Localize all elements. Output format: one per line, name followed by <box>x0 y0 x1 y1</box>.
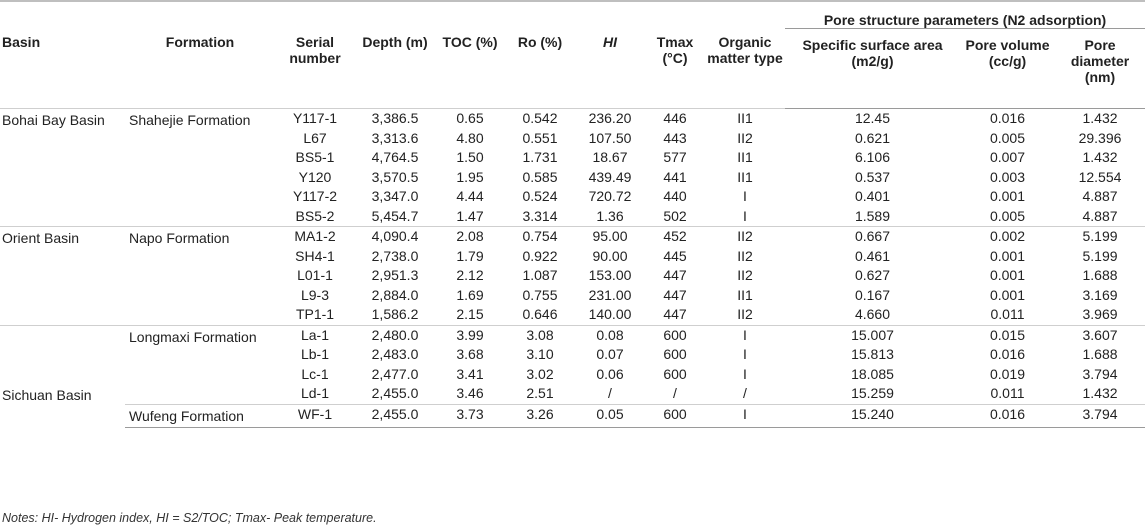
serial-number-cell: WF-1 <box>275 404 355 427</box>
depth-cell: 3,570.5 <box>371 168 419 185</box>
depth-cell: 4,764.5 <box>371 149 419 165</box>
organic-matter-type-cell <box>705 109 785 129</box>
organic-matter-type-cell: I <box>743 365 747 382</box>
depth-cell: 4,090.4 <box>355 227 435 247</box>
pore-volume-cell: 0.003 <box>989 168 1026 185</box>
depth-cell: 2,455.0 <box>371 385 419 401</box>
organic-matter-type-cell: I <box>743 207 747 224</box>
serial-number-cell: BS5-2 <box>295 207 335 224</box>
hi-cell: 18.67 <box>592 149 628 165</box>
organic-matter-type-text: II1 <box>737 286 753 303</box>
pore-diameter-cell: 1.688 <box>1082 346 1118 362</box>
specific-surface-area-cell: 1.589 <box>854 207 891 224</box>
tmax-cell: 600 <box>645 325 705 345</box>
header-pore-group: Pore structure parameters (N2 adsorption) <box>785 1 1145 29</box>
pore-volume-cell: 0.015 <box>960 325 1055 345</box>
hi-cell: 0.05 <box>575 404 645 427</box>
table-notes: Notes: HI- Hydrogen index, HI = S2/TOC; Tmax- Peak temperature. <box>2 511 377 525</box>
toc-cell: 1.50 <box>456 149 484 165</box>
tmax-cell: 600 <box>645 404 705 427</box>
pore-volume-cell: 0.005 <box>989 129 1026 146</box>
toc-cell: 4.44 <box>456 188 484 204</box>
pore-volume-cell: 0.001 <box>989 286 1026 303</box>
specific-surface-area-cell: 0.667 <box>785 227 960 247</box>
ro-cell: 3.10 <box>526 346 554 362</box>
hi-cell: 439.49 <box>588 168 632 185</box>
tmax-cell: 446 <box>645 109 705 129</box>
pore-diameter-cell: 4.887 <box>1082 188 1118 204</box>
pore-volume-cell: 0.002 <box>960 227 1055 247</box>
serial-number-cell: Lb-1 <box>300 346 330 362</box>
specific-surface-area-cell: 15.240 <box>785 404 960 427</box>
organic-matter-type-text: II2 <box>737 267 753 283</box>
toc-cell: 1.47 <box>456 207 484 224</box>
header-hi: HI <box>603 34 617 50</box>
toc-cell: 3.41 <box>456 365 484 382</box>
specific-surface-area-cell: 18.085 <box>851 365 894 382</box>
hi-cell: 95.00 <box>575 227 645 247</box>
ro-cell: 0.922 <box>522 247 558 264</box>
pore-volume-cell: 0.001 <box>989 267 1026 283</box>
pore-diameter-cell: 12.554 <box>1078 168 1122 185</box>
organic-matter-type-cell <box>705 168 785 188</box>
ro-cell: 3.02 <box>526 365 554 382</box>
pore-volume-cell: 0.019 <box>989 365 1026 382</box>
depth-cell: 3,313.6 <box>371 129 419 146</box>
hi-cell: 107.50 <box>588 129 632 146</box>
tmax-cell: 443 <box>663 129 687 146</box>
depth-cell: 2,455.0 <box>355 404 435 427</box>
toc-cell: 2.08 <box>435 227 505 247</box>
hi-cell: 1.36 <box>596 207 624 224</box>
tmax-cell: 447 <box>663 306 687 322</box>
tmax-cell: 502 <box>663 207 687 224</box>
basin-cell: Sichuan Basin <box>0 325 125 427</box>
ro-cell: 0.754 <box>505 227 575 247</box>
ro-cell: 3.26 <box>505 404 575 427</box>
toc-cell: 3.73 <box>435 404 505 427</box>
header-toc: TOC (%) <box>442 34 498 50</box>
ro-cell: 3.314 <box>522 207 558 224</box>
hi-cell: 0.06 <box>596 365 624 382</box>
tmax-cell: 600 <box>663 346 687 362</box>
header-pore-volume: Pore volume (cc/g) <box>960 29 1055 109</box>
pore-diameter-cell: 1.688 <box>1082 267 1118 283</box>
basin-cell: Orient Basin <box>0 227 125 326</box>
formation-cell: Wufeng Formation <box>125 404 275 427</box>
serial-number-cell: BS5-1 <box>295 149 335 165</box>
pore-volume-cell: 0.011 <box>990 385 1025 401</box>
ro-cell: 3.08 <box>505 325 575 345</box>
formation-cell: Shahejie Formation <box>125 109 275 227</box>
depth-cell: 1,586.2 <box>371 306 419 322</box>
specific-surface-area-cell: 0.167 <box>854 286 891 303</box>
specific-surface-area-cell: 0.621 <box>854 129 891 146</box>
hi-cell: 90.00 <box>592 247 628 264</box>
hi-cell: 140.00 <box>588 306 632 322</box>
pore-volume-cell: 0.001 <box>989 247 1026 264</box>
pore-diameter-cell: 3.794 <box>1082 365 1118 382</box>
organic-matter-type-cell: / <box>743 385 747 401</box>
depth-cell: 2,738.0 <box>371 247 419 264</box>
serial-number-cell: Y117-1 <box>275 109 355 129</box>
hi-cell: 231.00 <box>588 286 632 303</box>
specific-surface-area-cell: 12.45 <box>785 109 960 129</box>
pore-diameter-cell: 1.432 <box>1082 385 1118 401</box>
pore-volume-cell: 0.001 <box>989 188 1026 204</box>
table-row <box>0 227 1145 247</box>
table-header <box>0 1 1145 109</box>
depth-cell: 2,884.0 <box>371 286 419 303</box>
specific-surface-area-cell: 0.537 <box>854 168 891 185</box>
pore-diameter-cell: 3.794 <box>1055 404 1145 427</box>
specific-surface-area-cell: 0.627 <box>854 267 891 283</box>
serial-number-cell: L01-1 <box>297 267 333 283</box>
organic-matter-type-cell <box>705 305 785 325</box>
serial-number-cell: L67 <box>303 129 327 146</box>
ro-cell: 0.542 <box>505 109 575 129</box>
pore-diameter-cell: 3.607 <box>1055 325 1145 345</box>
tmax-cell: 447 <box>663 267 687 283</box>
formation-cell: Longmaxi Formation <box>125 325 275 404</box>
toc-cell: 2.15 <box>456 306 484 322</box>
ro-cell: 0.585 <box>522 168 558 185</box>
pore-volume-cell: 0.016 <box>960 404 1055 427</box>
formation-cell: Napo Formation <box>125 227 275 326</box>
organic-matter-type-text: II1 <box>737 168 753 185</box>
pore-volume-cell: 0.005 <box>989 207 1026 224</box>
organic-matter-type-text: II2 <box>737 247 753 264</box>
pore-diameter-cell: 1.432 <box>1082 149 1118 165</box>
serial-number-cell: Y117-2 <box>292 188 338 204</box>
header-ssa: Specific surface area (m2/g) <box>785 29 960 109</box>
ro-cell: 1.087 <box>522 267 558 283</box>
tmax-cell: 441 <box>663 168 687 185</box>
tmax-cell: / <box>673 385 677 401</box>
toc-cell: 0.65 <box>435 109 505 129</box>
pore-volume-cell: 0.016 <box>989 346 1026 362</box>
pore-volume-cell: 0.007 <box>989 149 1026 165</box>
table-body <box>0 109 1145 428</box>
serial-number-cell: TP1-1 <box>295 306 335 322</box>
table-row <box>0 109 1145 129</box>
organic-matter-type-cell <box>705 247 785 267</box>
header-ro: Ro (%) <box>517 34 563 50</box>
header-formation: Formation <box>165 34 235 50</box>
toc-cell: 1.69 <box>456 286 484 303</box>
pore-diameter-cell: 3.969 <box>1082 306 1118 322</box>
tmax-cell: 600 <box>663 365 687 382</box>
ro-cell: 2.51 <box>526 385 554 401</box>
depth-cell: 2,480.0 <box>355 325 435 345</box>
pore-diameter-cell: 1.432 <box>1055 109 1145 129</box>
header-basin: Basin <box>2 34 41 50</box>
pore-diameter-cell: 3.169 <box>1082 286 1118 303</box>
pore-diameter-cell: 5.199 <box>1055 227 1145 247</box>
serial-number-cell: Y120 <box>298 168 332 185</box>
toc-cell: 3.46 <box>456 385 484 401</box>
basin-cell: Bohai Bay Basin <box>0 109 125 227</box>
toc-cell: 4.80 <box>456 129 484 146</box>
ro-cell: 0.755 <box>522 286 558 303</box>
ro-cell: 1.731 <box>522 149 558 165</box>
organic-matter-type-text: II1 <box>737 110 753 126</box>
organic-matter-type-cell <box>705 266 785 286</box>
pore-volume-cell: 0.016 <box>960 109 1055 129</box>
tmax-cell: 445 <box>663 247 687 264</box>
pore-diameter-cell: 29.396 <box>1078 129 1122 146</box>
organic-matter-type-cell: I <box>705 325 785 345</box>
specific-surface-area-cell: 0.461 <box>854 247 891 264</box>
toc-cell: 2.12 <box>456 267 484 283</box>
hi-cell: 236.20 <box>575 109 645 129</box>
organic-matter-type-text: II2 <box>737 306 753 322</box>
organic-matter-type-cell: I <box>743 346 747 362</box>
specific-surface-area-cell: 4.660 <box>854 306 891 322</box>
serial-number-cell: Ld-1 <box>300 385 330 401</box>
tmax-cell: 452 <box>645 227 705 247</box>
organic-matter-type-text: II1 <box>737 149 753 165</box>
serial-number-cell: SH4-1 <box>295 247 335 264</box>
serial-number-cell: MA1-2 <box>275 227 355 247</box>
header-pore-diameter: Pore diameter (nm) <box>1055 29 1145 109</box>
hi-cell: / <box>608 385 612 401</box>
header-tmax: Tmax (°C) <box>656 34 694 66</box>
pore-volume-cell: 0.011 <box>990 306 1025 322</box>
tmax-cell: 440 <box>663 188 687 204</box>
header-serial-number: Serial number <box>289 34 341 66</box>
depth-cell: 5,454.7 <box>371 207 419 224</box>
toc-cell: 3.68 <box>456 346 484 362</box>
depth-cell: 2,951.3 <box>371 267 419 283</box>
hi-cell: 720.72 <box>588 188 632 204</box>
organic-matter-type-text: II2 <box>737 228 753 244</box>
tmax-cell: 447 <box>663 286 687 303</box>
table-row <box>0 325 1145 345</box>
organic-matter-type-cell <box>705 227 785 247</box>
specific-surface-area-cell: 15.813 <box>851 346 894 362</box>
depth-cell: 3,386.5 <box>355 109 435 129</box>
tmax-cell: 577 <box>663 149 687 165</box>
organic-matter-type-text: II2 <box>737 129 753 146</box>
toc-cell: 1.79 <box>456 247 484 264</box>
specific-surface-area-cell: 6.106 <box>854 149 891 165</box>
table-row <box>0 404 1145 427</box>
header-organic-matter-type: Organic matter type <box>707 34 783 66</box>
hi-cell: 0.08 <box>575 325 645 345</box>
toc-cell: 1.95 <box>456 168 484 185</box>
ro-cell: 0.524 <box>522 188 558 204</box>
hi-cell: 0.07 <box>596 346 624 362</box>
specific-surface-area-cell: 0.401 <box>854 188 891 204</box>
pore-diameter-cell: 5.199 <box>1082 247 1118 264</box>
organic-matter-type-cell <box>705 286 785 306</box>
serial-number-cell: La-1 <box>275 325 355 345</box>
pore-diameter-cell: 4.887 <box>1082 207 1118 224</box>
serial-number-cell: L9-3 <box>300 286 330 303</box>
depth-cell: 3,347.0 <box>371 188 419 204</box>
specific-surface-area-cell: 15.259 <box>851 385 894 401</box>
depth-cell: 2,483.0 <box>371 346 419 362</box>
organic-matter-type-cell: I <box>705 404 785 427</box>
organic-matter-type-cell: I <box>743 188 747 204</box>
toc-cell: 3.99 <box>435 325 505 345</box>
specific-surface-area-cell: 15.007 <box>785 325 960 345</box>
ro-cell: 0.646 <box>522 306 558 322</box>
ro-cell: 0.551 <box>522 129 558 146</box>
serial-number-cell: Lc-1 <box>301 365 329 382</box>
hi-cell: 153.00 <box>588 267 632 283</box>
organic-matter-type-cell <box>705 129 785 149</box>
organic-matter-type-cell <box>705 148 785 168</box>
depth-cell: 2,477.0 <box>371 365 419 382</box>
header-depth: Depth (m) <box>362 34 428 50</box>
